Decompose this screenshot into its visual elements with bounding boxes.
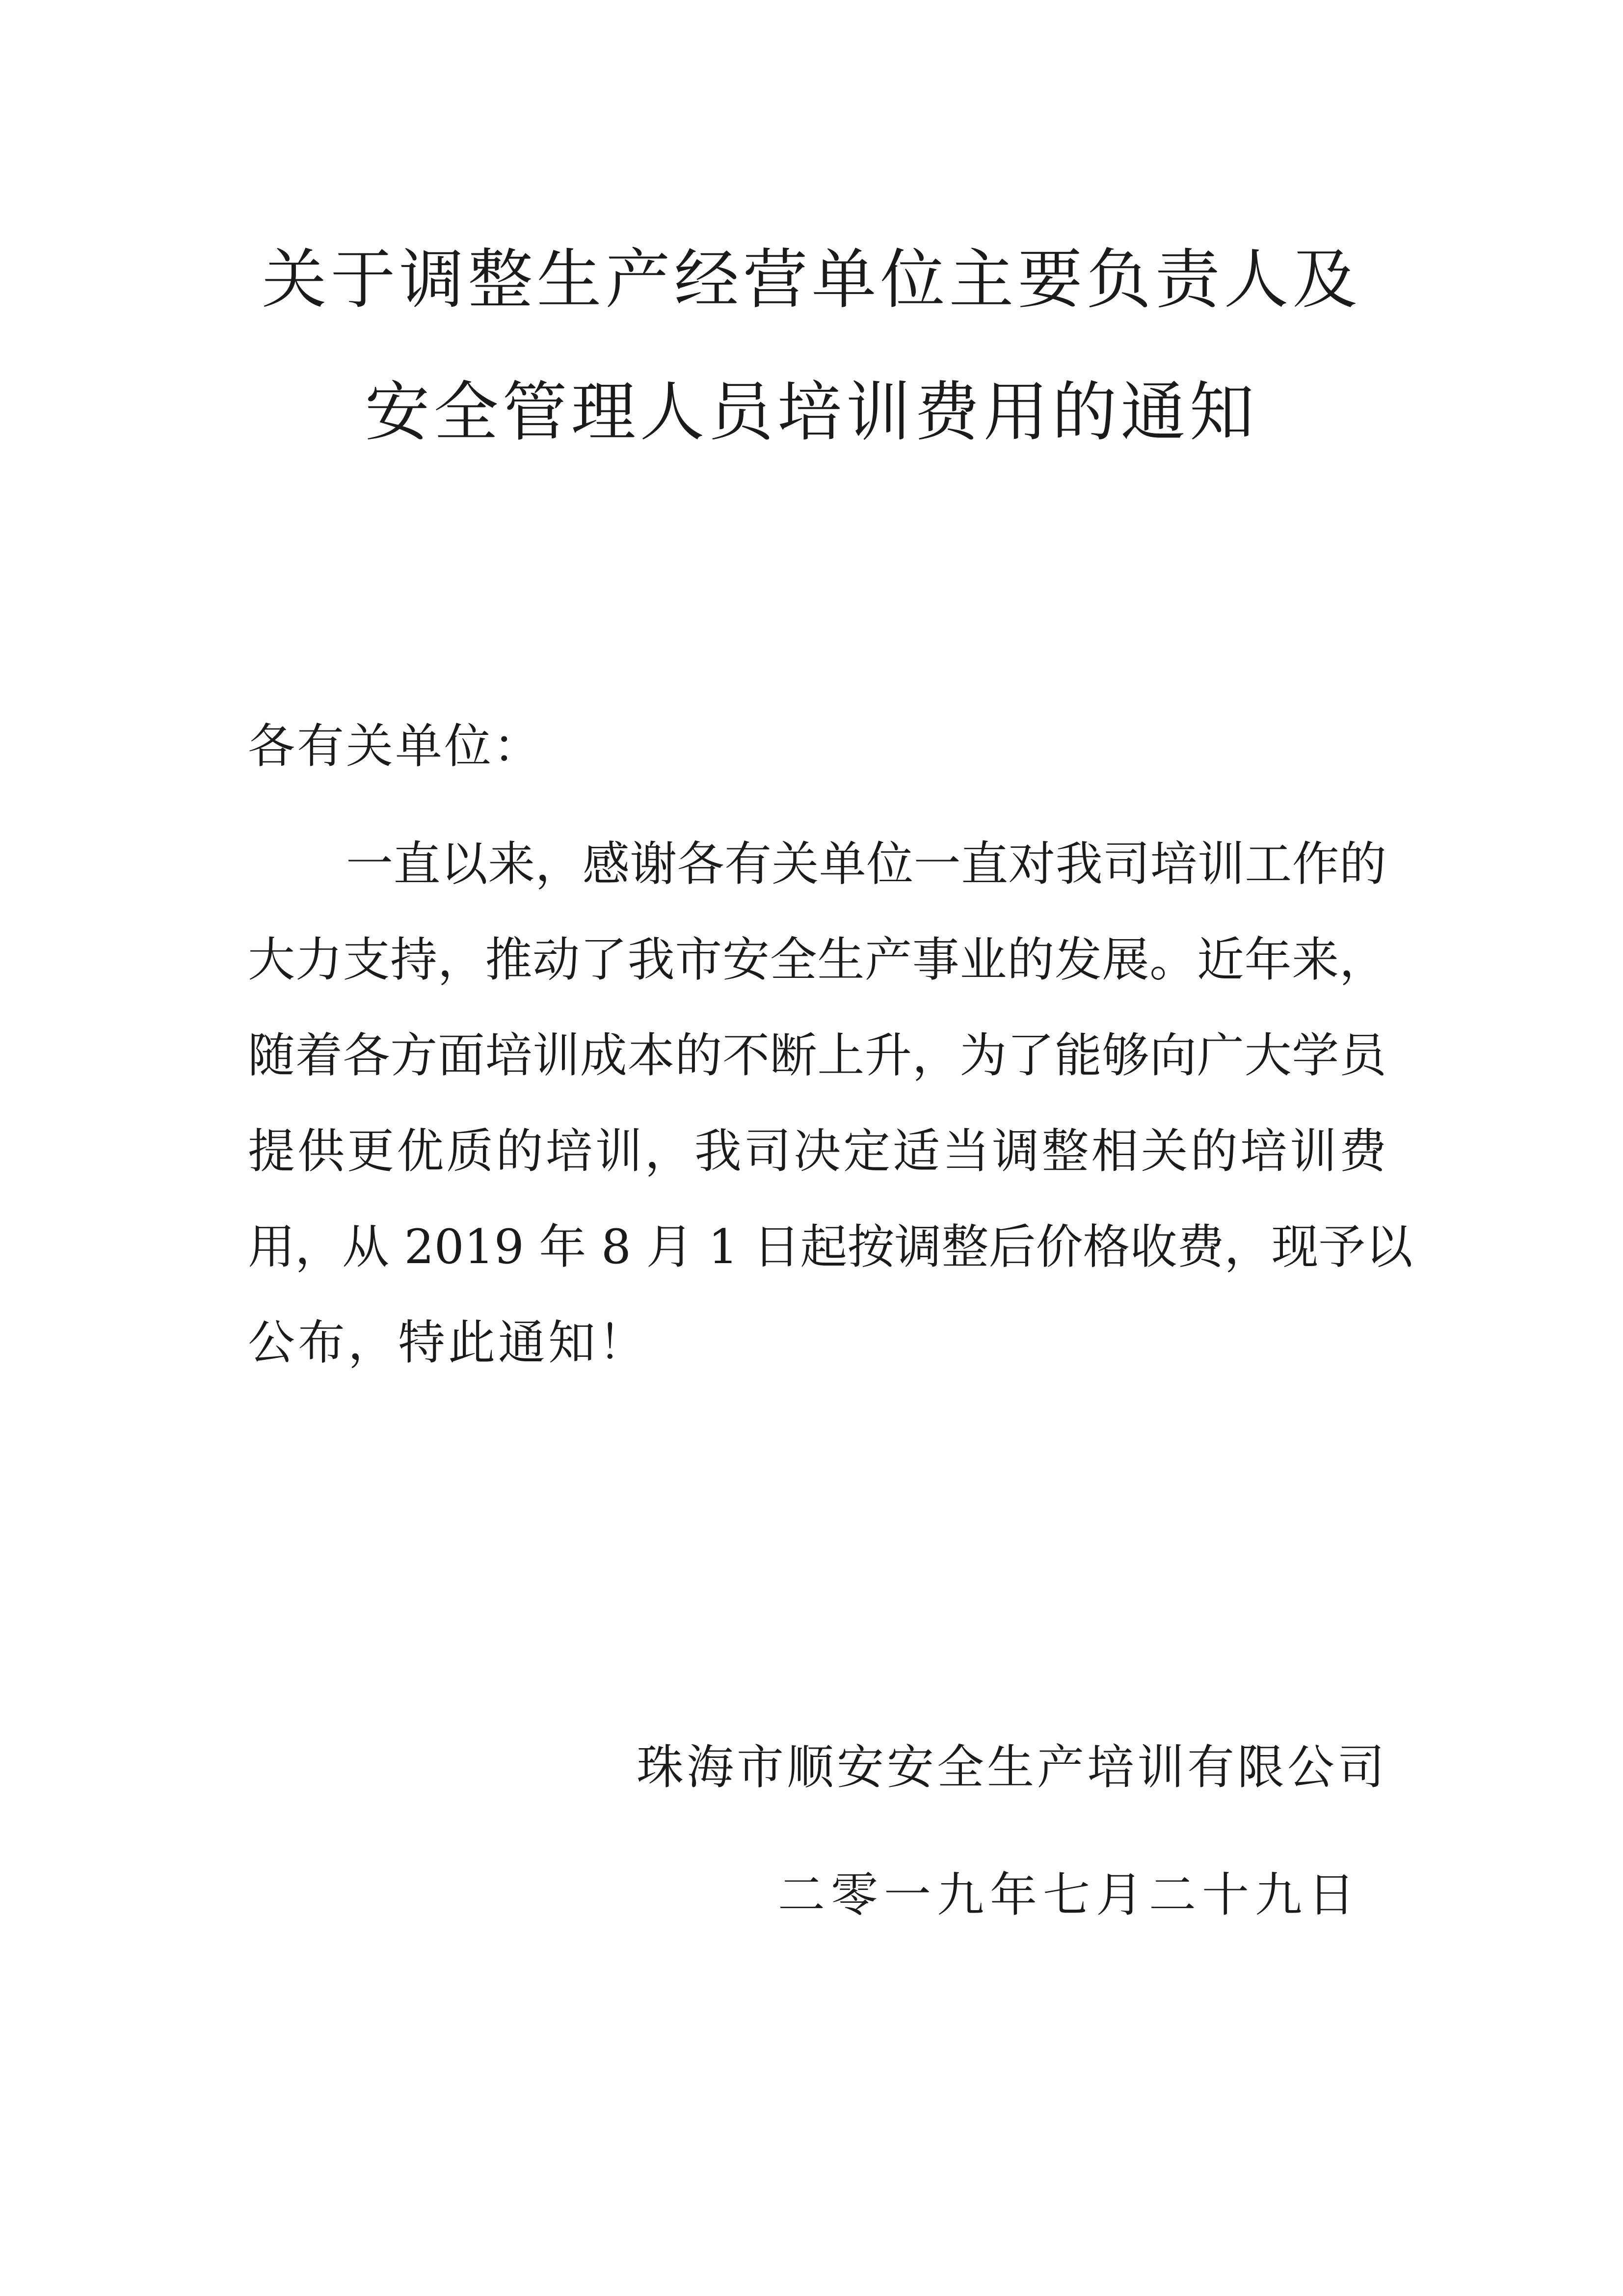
body-line-5: 用，从 2019 年 8 月 1 日起按调整后价格收费，现予以 <box>248 1219 1413 1274</box>
body-line-3: 随着各方面培训成本的不断上升，为了能够向广大学员 <box>248 1028 1386 1083</box>
notice-title-line-1: 关于调整生产经营单位主要负责人及 <box>262 242 1361 318</box>
body-line-4: 提供更优质的培训，我司决定适当调整相关的培训费 <box>248 1124 1386 1179</box>
issue-date: 二零一九年七月二十九日 <box>778 1867 1361 1922</box>
salutation: 各有关单位： <box>248 719 542 774</box>
issuer-signature: 珠海市顺安安全生产培训有限公司 <box>637 1740 1387 1795</box>
body-line-6: 公布，特此通知！ <box>248 1315 648 1370</box>
notice-title-line-2: 安全管理人员培训费用的通知 <box>365 375 1258 450</box>
body-line-1: 一直以来，感谢各有关单位一直对我司培训工作的 <box>346 837 1386 891</box>
body-line-2: 大力支持，推动了我市安全生产事业的发展。近年来， <box>248 932 1386 987</box>
